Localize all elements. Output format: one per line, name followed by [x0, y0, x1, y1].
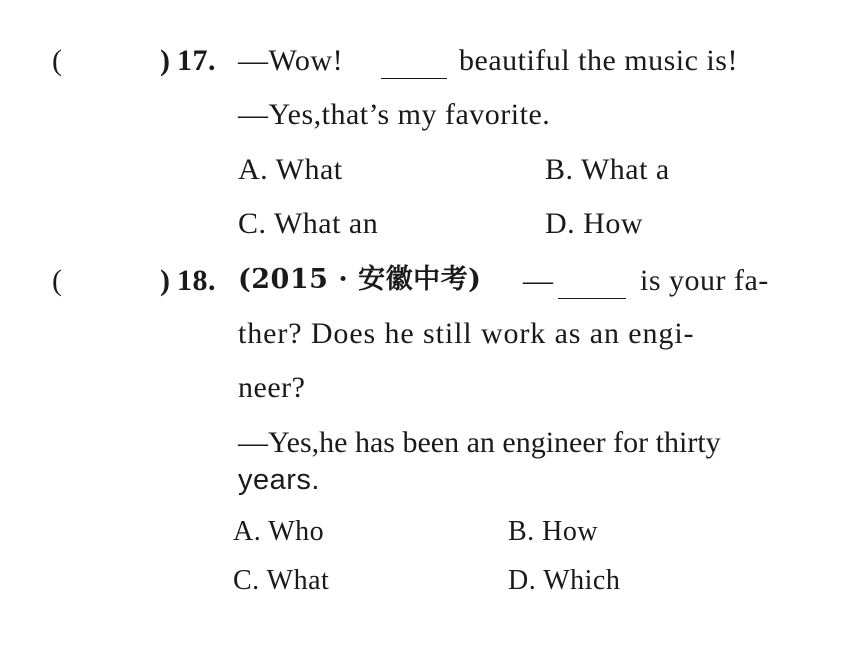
question-number: 18.	[177, 264, 216, 297]
dialogue-line-4: —Yes,he has been an engineer for thirty	[238, 426, 721, 459]
dialogue-line-5: years.	[238, 464, 320, 496]
answer-paren-open: (	[52, 264, 63, 297]
dialogue-line-1-end: beautiful the music is!	[459, 44, 738, 77]
answer-paren-open: (	[52, 44, 63, 77]
question-source: (2015 · 安徽中考)	[238, 264, 482, 295]
option-d: D. Which	[508, 565, 621, 596]
dialogue-line-3: neer?	[238, 371, 306, 404]
answer-blank	[558, 272, 626, 299]
answer-blank	[381, 52, 447, 79]
dialogue-dash: —	[523, 264, 554, 297]
answer-paren-close: )	[160, 264, 171, 297]
dialogue-line-1-end: is your fa-	[640, 264, 769, 297]
question-number: 17.	[177, 44, 216, 77]
option-c: C. What	[233, 565, 330, 596]
option-b: B. How	[508, 516, 599, 547]
dialogue-line-2: ther? Does he still work as an engi-	[238, 317, 695, 350]
option-b: B. What a	[545, 153, 670, 186]
answer-paren-close: )	[160, 44, 171, 77]
dialogue-line-2: —Yes,that’s my favorite.	[238, 98, 551, 131]
dialogue-line-1-start: —Wow!	[238, 44, 344, 77]
option-a: A. What	[238, 153, 343, 186]
option-a: A. Who	[233, 516, 325, 547]
option-c: C. What an	[238, 207, 379, 240]
option-d: D. How	[545, 207, 643, 240]
